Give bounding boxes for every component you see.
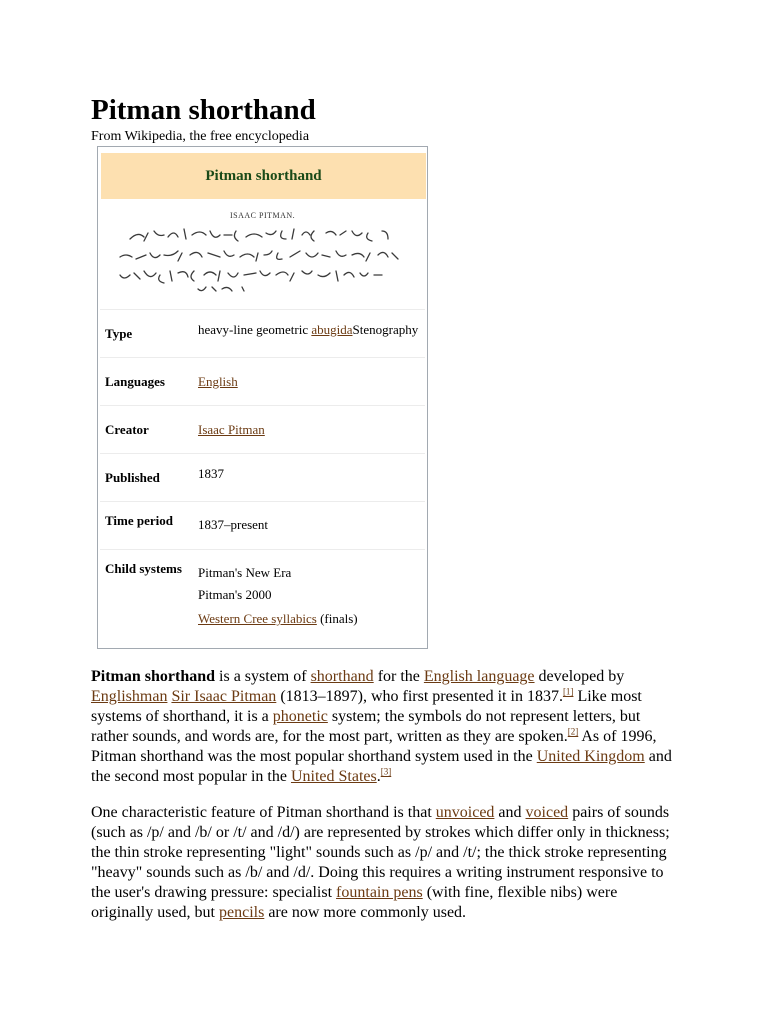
article-paragraph-2 (91, 803, 676, 923)
infobox-value-child-systems-3 (198, 611, 358, 627)
text: system; the symbols do not represent letters, but rather sounds, and words are, for the most part, written as they are spoken. (91, 708, 641, 745)
text: is a system of (215, 668, 311, 685)
text: As of 1996, Pitman shorthand was the most popular shorthand system used in the (91, 728, 657, 765)
infobox-label-creator: Creator (105, 422, 149, 437)
text: Like most systems of shorthand, it is a (91, 688, 642, 725)
text: . (376, 768, 381, 785)
page-subtitle: From Wikipedia, the free encyclopedia (91, 129, 310, 144)
unvoiced-link[interactable]: unvoiced (435, 804, 495, 821)
infobox-value-published: 1837 (198, 466, 224, 481)
bold-term: Pitman shorthand (91, 668, 216, 685)
abugida-link[interactable]: abugida (311, 322, 353, 337)
text: One characteristic feature of Pitman shorthand is that (91, 804, 436, 821)
text: developed by (534, 668, 625, 685)
infobox-value-creator (198, 422, 265, 438)
infobox-label-time-period: Time period (105, 513, 174, 528)
page-title: Pitman shorthand (91, 94, 316, 126)
english-language-link[interactable]: English language (423, 668, 535, 685)
pencils-link[interactable]: pencils (218, 904, 265, 921)
united-kingdom-link[interactable]: United Kingdom (536, 748, 645, 765)
western-cree-syllabics-link[interactable]: Western Cree syllabics (198, 611, 317, 626)
infobox-value-child-systems-1: Pitman's New Era (198, 565, 292, 580)
text: (with fine, flexible nibs) were originally used, but (91, 884, 618, 921)
united-states-link[interactable]: United States (290, 768, 377, 785)
row-divider (100, 549, 425, 550)
row-divider (100, 357, 425, 358)
text: and (494, 804, 526, 821)
voiced-link[interactable]: voiced (525, 804, 569, 821)
text: pairs of sounds (such as /p/ and /b/ or /t/ and /d/) are represented by strokes which differ only in thickness; the thin stroke representing "light" sounds such as /p/ and /t/; the thick stroke representing "heavy" sounds such as /b/ and /d/. Doing this requires a writing instrument responsive to the user's drawing pressure: specialist (91, 804, 670, 901)
infobox-label-child-systems: Child systems (105, 561, 182, 576)
phonetic-link[interactable]: phonetic (272, 708, 328, 725)
text: are now more commonly used. (264, 904, 467, 921)
image-caption: ISAAC PITMAN. (230, 211, 296, 220)
row-divider (100, 453, 425, 454)
shorthand-strokes (112, 209, 412, 301)
row-divider (100, 501, 425, 502)
sir-isaac-pitman-link[interactable]: Sir Isaac Pitman (171, 688, 277, 705)
infobox-value-time-period: 1837–present (198, 517, 269, 532)
finals-text: (finals) (316, 611, 358, 626)
infobox-value-languages (198, 374, 238, 390)
infobox-value-type (198, 322, 418, 338)
infobox-value-child-systems-2: Pitman's 2000 (198, 587, 272, 602)
infobox (97, 146, 428, 649)
fountain-pens-link[interactable]: fountain pens (336, 884, 423, 901)
shorthand-link[interactable]: shorthand (310, 668, 374, 685)
type-text: heavy-line geometric (198, 322, 312, 337)
row-divider (100, 405, 425, 406)
infobox-label-type: Type (105, 326, 133, 341)
reference-3-link[interactable]: [3] (380, 766, 392, 777)
text: for the (373, 668, 424, 685)
article-paragraph-1 (91, 667, 676, 787)
english-link[interactable]: English (198, 374, 238, 389)
row-divider (100, 309, 425, 310)
englishman-link[interactable]: Englishman (91, 688, 168, 705)
shorthand-sample-image (112, 209, 412, 301)
reference-2-link[interactable]: [2] (567, 726, 579, 737)
text: and the second most popular in the (91, 748, 672, 785)
infobox-label-published: Published (105, 470, 160, 485)
infobox-label-languages: Languages (105, 374, 165, 389)
text: (1813–1897), who first presented it in 1837. (276, 688, 563, 705)
type-suffix: Stenography (352, 322, 419, 337)
infobox-header: Pitman shorthand (101, 153, 426, 199)
isaac-pitman-link[interactable]: Isaac Pitman (198, 422, 265, 437)
reference-1-link[interactable]: [1] (562, 686, 574, 697)
